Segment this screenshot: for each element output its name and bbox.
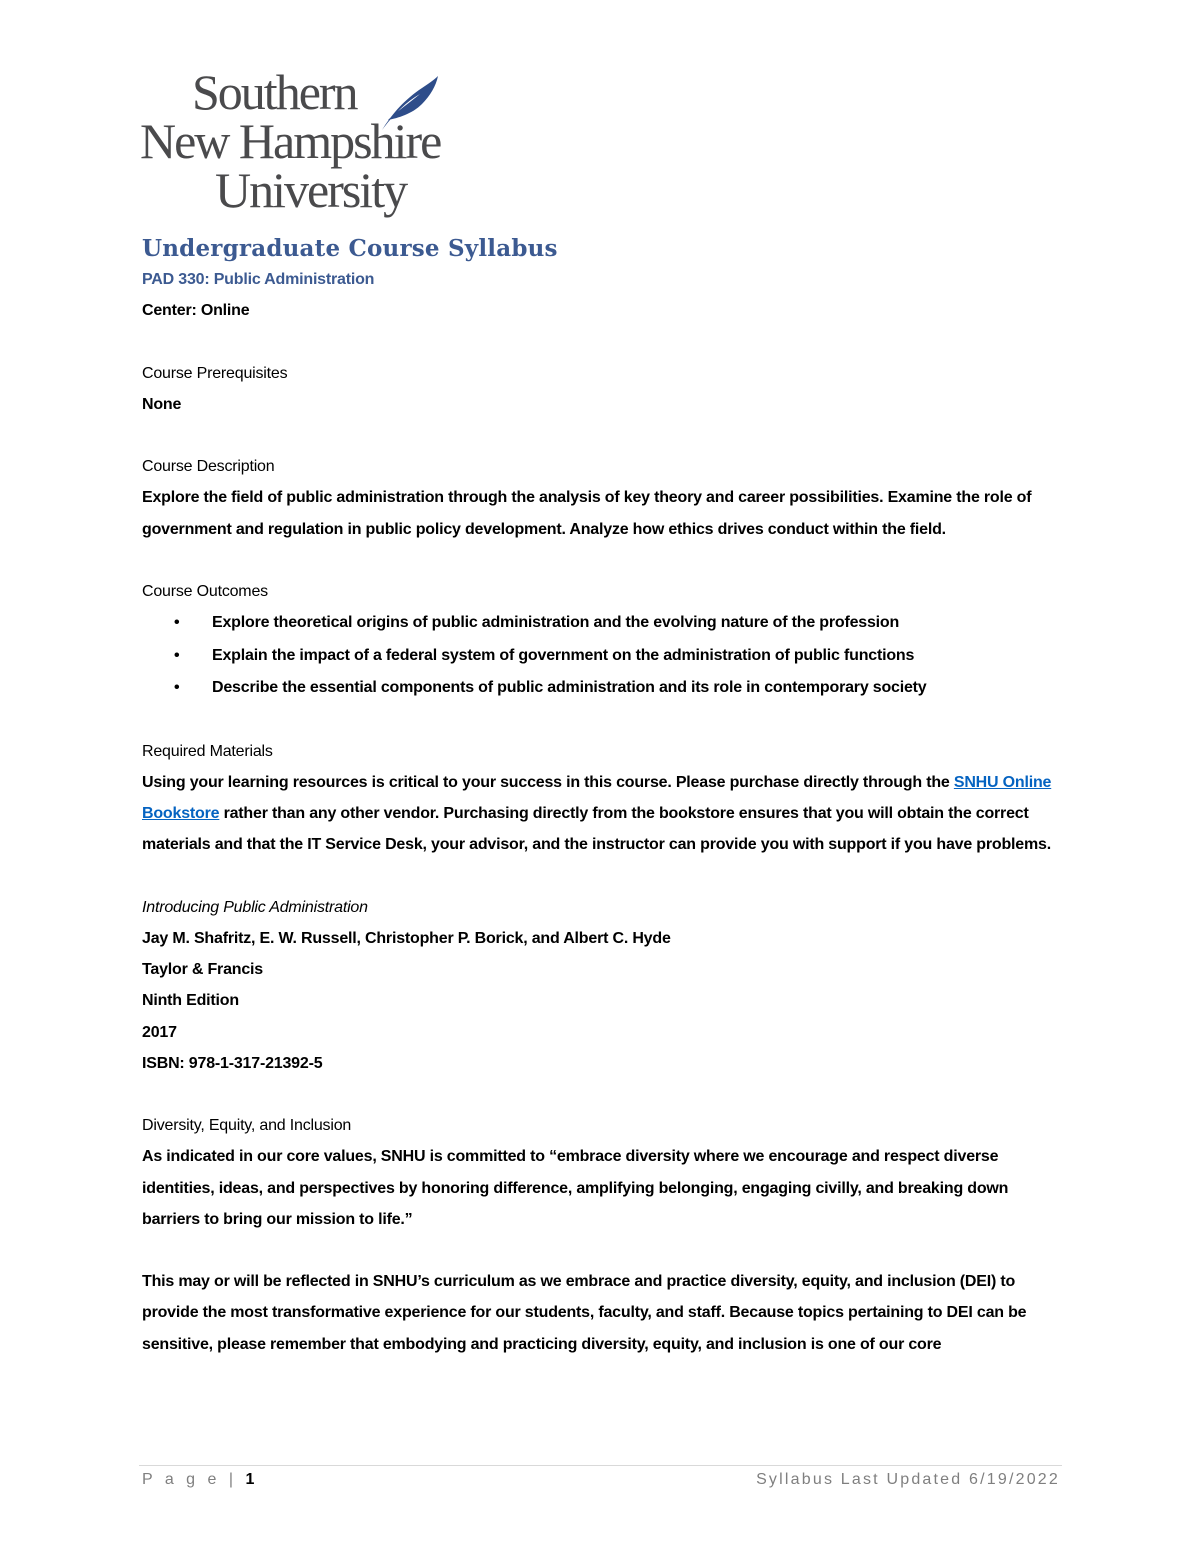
book-year: 2017 xyxy=(142,1023,177,1041)
course-code: PAD 330: Public Administration xyxy=(142,271,375,288)
list-item xyxy=(174,640,1062,673)
book-publisher: Taylor & Francis xyxy=(142,961,263,979)
bullet-icon: • xyxy=(174,614,180,632)
logo-line-2: New Hampshire xyxy=(140,113,441,169)
snhu-logo xyxy=(140,64,450,228)
leaf-icon xyxy=(378,74,440,132)
page-number: 1 xyxy=(245,1471,255,1488)
logo-line-3: University xyxy=(215,162,407,218)
page-label: P a g e | xyxy=(142,1471,246,1488)
outcome-text: Explain the impact of a federal system of government on the administration of public functions xyxy=(212,646,915,664)
list-item xyxy=(174,672,1062,705)
footer-divider xyxy=(139,1465,1062,1466)
prerequisites-value: None xyxy=(142,395,182,413)
bullet-icon: • xyxy=(174,646,180,664)
prerequisites-heading: Course Prerequisites xyxy=(142,364,288,382)
footer-updated: Syllabus Last Updated 6/19/2022 xyxy=(756,1471,1060,1488)
description-heading: Course Description xyxy=(142,458,275,476)
book-title: Introducing Public Administration xyxy=(142,898,368,916)
materials-text-after: rather than any other vendor. Purchasing directly from the bookstore ensures that you will obtain the correct materials and that the IT Service Desk, your advisor, and the instructor can provide you with support if you have problems. xyxy=(142,805,1051,854)
book-authors: Jay M. Shafritz, E. W. Russell, Christopher P. Borick, and Albert C. Hyde xyxy=(142,930,671,948)
course-center: Center: Online xyxy=(142,302,250,320)
bookstore-link[interactable]: SNHU Online Bookstore xyxy=(142,774,1052,823)
document-body xyxy=(142,226,1062,1360)
page-title: Undergraduate Course Syllabus xyxy=(142,235,558,262)
materials-text xyxy=(142,767,1062,861)
logo-line-1: Southern xyxy=(192,64,357,120)
outcomes-heading: Course Outcomes xyxy=(142,582,268,600)
dei-paragraph-1: As indicated in our core values, SNHU is committed to “embrace diversity where we encourage and respect diverse identities, ideas, and perspectives by honoring difference, amplifying belonging, engaging civilly, and breaking down barriers to bring our mission to life.” xyxy=(142,1148,1009,1228)
outcome-text: Describe the essential components of public administration and its role in contemporary society xyxy=(212,679,927,697)
dei-heading: Diversity, Equity, and Inclusion xyxy=(142,1117,352,1135)
outcomes-list xyxy=(142,607,1062,705)
materials-heading: Required Materials xyxy=(142,742,273,760)
dei-paragraph-2: This may or will be reflected in SNHU’s curriculum as we embrace and practice diversity, equity, and inclusion (DEI) to provide the most transformative experience for our students, faculty, and staff. Because topics pertaining to DEI can be sensitive, please remember that embodying and practicing diversity, equity, and inclusion is one of our core xyxy=(142,1273,1027,1353)
description-text: Explore the field of public administration through the analysis of key theory and career possibilities. Examine the role of government and regulation in public policy development. Analyze how ethics drives conduct within the field. xyxy=(142,489,1032,538)
book-isbn: ISBN: 978-1-317-21392-5 xyxy=(142,1054,323,1072)
outcome-text: Explore theoretical origins of public administration and the evolving nature of the profession xyxy=(212,614,900,632)
footer-page-number xyxy=(142,1470,254,1490)
materials-text-before: Using your learning resources is critical to your success in this course. Please purchase directly through the xyxy=(142,774,954,792)
book-edition: Ninth Edition xyxy=(142,992,239,1010)
list-item xyxy=(174,607,1062,640)
bullet-icon: • xyxy=(174,679,180,697)
